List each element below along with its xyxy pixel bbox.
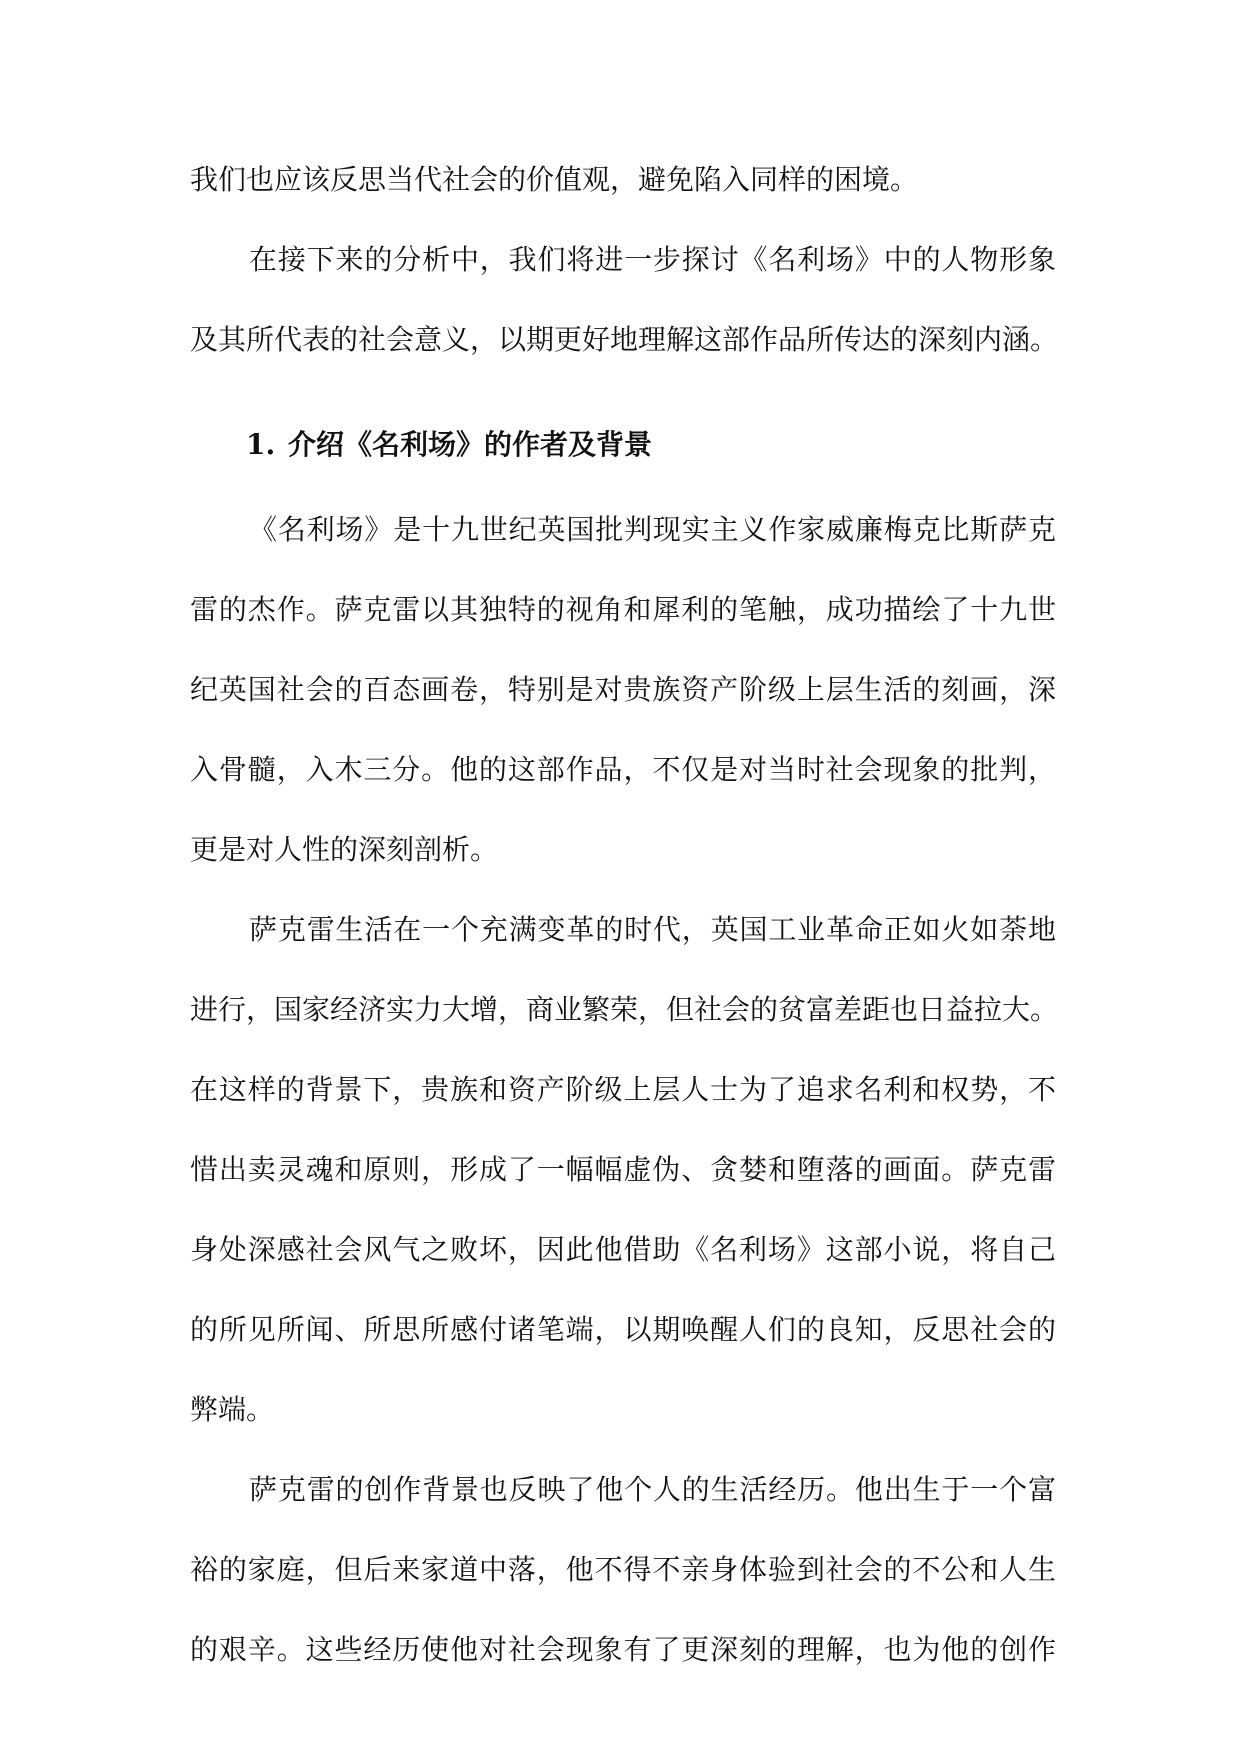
text-line: 雷的杰作。萨克雷以其独特的视角和犀利的笔触，成功描绘了十九世 xyxy=(190,593,1056,626)
text-line: 身处深感社会风气之败坏，因此他借助《名利场》这部小说，将自己 xyxy=(190,1233,1056,1266)
text-line: 更是对人性的深刻剖析。 xyxy=(190,833,499,866)
text-line: 萨克雷的创作背景也反映了他个人的生活经历。他出生于一个富 xyxy=(249,1473,1056,1506)
text-line: 《名利场》是十九世纪英国批判现实主义作家威廉梅克比斯萨克 xyxy=(249,513,1056,546)
text-line: 惜出卖灵魂和原则，形成了一幅幅虚伪、贪婪和堕落的画面。萨克雷 xyxy=(190,1153,1056,1186)
document-body xyxy=(190,140,1059,1690)
text-line: 纪英国社会的百态画卷，特别是对贵族资产阶级上层生活的刻画，深 xyxy=(190,673,1056,706)
section-number: 1. xyxy=(246,428,276,461)
text-line: 及其所代表的社会意义，以期更好地理解这部作品所传达的深刻内涵。 xyxy=(190,323,1059,356)
section-heading xyxy=(190,400,1056,490)
text-line: 入骨髓，入木三分。他的这部作品，不仅是对当时社会现象的批判， xyxy=(190,753,1056,786)
text-line: 进行，国家经济实力大增，商业繁荣，但社会的贫富差距也日益拉大。 xyxy=(190,993,1059,1026)
text-line: 我们也应该反思当代社会的价值观，避免陷入同样的困境。 xyxy=(190,163,919,196)
section-title: 介绍《名利场》的作者及背景 xyxy=(288,428,653,461)
text-line: 萨克雷生活在一个充满变革的时代，英国工业革命正如火如荼地 xyxy=(249,913,1056,946)
text-line: 的所见所闻、所思所感付诸笔端，以期唤醒人们的良知，反思社会的 xyxy=(190,1313,1056,1346)
text-line: 弊端。 xyxy=(190,1393,275,1426)
text-line: 裕的家庭，但后来家道中落，他不得不亲身体验到社会的不公和人生 xyxy=(190,1553,1056,1586)
text-line: 的艰辛。这些经历使他对社会现象有了更深刻的理解，也为他的创作 xyxy=(190,1633,1056,1666)
text-line: 在这样的背景下，贵族和资产阶级上层人士为了追求名利和权势，不 xyxy=(190,1073,1056,1106)
text-line: 在接下来的分析中，我们将进一步探讨《名利场》中的人物形象 xyxy=(249,243,1056,276)
